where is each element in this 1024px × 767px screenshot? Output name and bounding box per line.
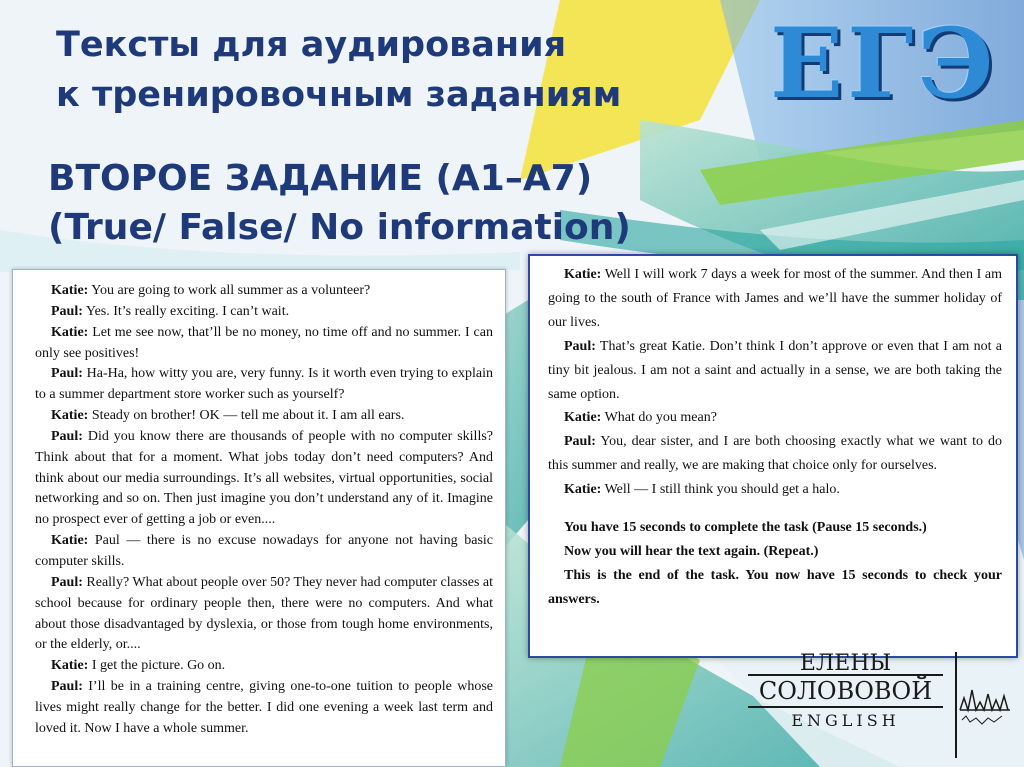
dialogue-line xyxy=(548,478,1002,502)
speaker-name: Paul: xyxy=(51,366,83,382)
speaker-name: Paul: xyxy=(51,303,83,319)
speaker-name: Katie: xyxy=(51,658,89,674)
dialogue-line xyxy=(548,406,1002,430)
speaker-name: Katie: xyxy=(51,324,89,340)
task-heading xyxy=(48,154,631,252)
ege-logo: ЕГЭ xyxy=(770,7,998,120)
dialogue-line xyxy=(35,573,493,656)
speaker-name: Katie: xyxy=(51,408,89,424)
speaker-name: Katie: xyxy=(51,533,89,549)
brand-line-1: ЕЛЕНЫ xyxy=(799,652,892,674)
dialogue-text: Yes. It’s really exciting. I can’t wait. xyxy=(82,303,290,319)
slide-title-line-2: к тренировочным заданиям xyxy=(56,75,622,115)
slide-title xyxy=(56,20,621,120)
dialogue-line xyxy=(35,281,493,302)
dialogue-line xyxy=(35,677,493,740)
dialogue-text: I get the picture. Go on. xyxy=(88,658,226,674)
instruction-line: Now you will hear the text again. (Repeat.) xyxy=(564,543,819,559)
dialogue-text: Steady on brother! OK — tell me about it. I am all ears. xyxy=(88,408,405,424)
dialogue-text: Well — I still think you should get a halo. xyxy=(601,482,840,498)
slide-title-line-1: Тексты для аудирования xyxy=(56,25,567,65)
speaker-name: Katie: xyxy=(564,410,602,426)
brand-logo xyxy=(748,652,943,734)
dialogue-line xyxy=(35,531,493,573)
transcript-page-right xyxy=(528,254,1018,658)
speaker-name: Katie: xyxy=(564,267,602,282)
speaker-name: Paul: xyxy=(51,428,83,444)
task-heading-line-1: ВТОРОЕ ЗАДАНИЕ (А1–А7) xyxy=(48,158,593,199)
dialogue-line xyxy=(548,263,1002,335)
dialogue-line xyxy=(35,323,493,365)
dialogue-text: Really? What about people over 50? They never had computer classes at school because for ordinary people then, there were no computers. And what about those disadvantaged by dyslexia, or those from tough home environments, or the elderly, or.... xyxy=(35,574,493,653)
dialogue-text: You are going to work all summer as a volunteer? xyxy=(88,283,371,298)
dialogue-text: Well I will work 7 days a week for most of the summer. And then I am going to the south of France with James and we’ll have the summer holiday of our lives. xyxy=(548,267,1002,330)
dialogue-line xyxy=(35,302,493,323)
brand-line-2: СОЛОВОВОЙ xyxy=(748,674,943,708)
dialogue-text: What do you mean? xyxy=(601,410,717,426)
brand-line-3: ENGLISH xyxy=(791,711,900,730)
dialogue-text: Ha-Ha, how witty you are, very funny. Is it worth even trying to explain to a summer department store worker such as yourself? xyxy=(35,366,493,403)
dialogue-line xyxy=(35,427,493,531)
spacer xyxy=(548,502,1002,516)
speaker-name: Paul: xyxy=(564,338,596,354)
instruction-line: You have 15 seconds to complete the task (Pause 15 seconds.) xyxy=(564,520,927,536)
dialogue-line xyxy=(35,364,493,406)
dialogue-text: Did you know there are thousands of people with no computer skills? Think about that for a moment. What jobs today don’t need computers? And think about our media surroundings. It’s all websites, virtual opportunities, social networking and so on. Then just imagine you don’t understand any of it. Imagine no prospect ever of getting a job or even.... xyxy=(35,428,493,528)
dialogue-line xyxy=(35,406,493,427)
city-skyline-icon xyxy=(952,650,1012,760)
speaker-name: Paul: xyxy=(51,679,83,695)
dialogue-line xyxy=(548,335,1002,407)
transcript-page-left xyxy=(12,269,506,767)
dialogue-text: You, dear sister, and I are both choosing exactly what we want to do this summer and really, we are making that choice only for ourselves. xyxy=(548,434,1002,474)
speaker-name: Paul: xyxy=(51,574,83,590)
task-heading-line-2: (True/ False/ No information) xyxy=(48,207,631,248)
instruction-line: This is the end of the task. You now have 15 seconds to check your answers. xyxy=(548,567,1002,607)
dialogue-text: Let me see now, that’ll be no money, no time off and no summer. I can only see positives! xyxy=(35,324,493,361)
speaker-name: Katie: xyxy=(564,482,602,498)
dialogue-line xyxy=(548,430,1002,478)
dialogue-text: That’s great Katie. Don’t think I don’t approve or even that I am not a tiny bit jealous. I am not a saint and actually in a sense, we are both taking the same option. xyxy=(548,338,1002,402)
speaker-name: Paul: xyxy=(564,434,596,450)
dialogue-line xyxy=(35,656,493,677)
speaker-name: Katie: xyxy=(51,283,89,298)
dialogue-text: Paul — there is no excuse nowadays for anyone not having basic computer skills. xyxy=(35,533,493,569)
dialogue-text: I’ll be in a training centre, giving one-to-one tuition to people whose lives might really change for the better. I did one evening a week last term and loved it. Now I have a whole summer. xyxy=(35,679,493,736)
